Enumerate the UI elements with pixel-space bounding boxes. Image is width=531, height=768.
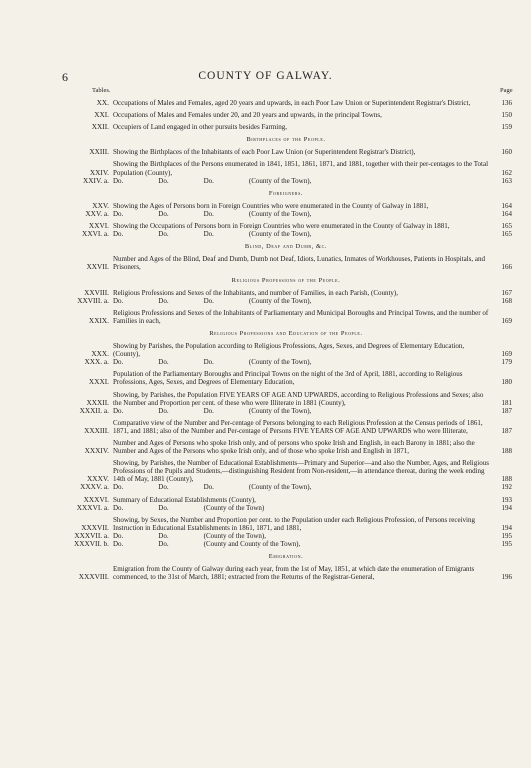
table-number: XXXVI. a. — [76, 502, 109, 512]
page-ref: 168 — [501, 296, 512, 305]
toc-entry — [60, 202, 512, 210]
table-number: XXV. — [92, 200, 109, 210]
page-ref: 181 — [501, 398, 512, 407]
toc-entry — [60, 358, 512, 366]
toc-entry — [60, 540, 512, 548]
page-ref: 169 — [501, 316, 512, 325]
table-number: XXXIII. — [84, 425, 109, 435]
page-ref: 193 — [501, 495, 512, 504]
page-ref: 164 — [501, 209, 512, 218]
page-ref: 136 — [501, 99, 512, 107]
toc-entry — [60, 255, 512, 271]
toc-entry — [60, 123, 512, 131]
table-description: Do. Do. (County of the Town) — [113, 503, 265, 512]
table-number: XXVIII. — [84, 287, 109, 297]
table-number: XXII. — [91, 122, 109, 132]
table-number: XXIX. — [88, 315, 109, 325]
table-number: XXXI. — [88, 377, 109, 387]
table-number: XXVI. — [88, 221, 109, 231]
toc-entry — [60, 222, 512, 230]
table-number: XX. — [96, 98, 109, 107]
page-ref: 164 — [501, 201, 512, 210]
table-description: Do. Do. Do. (County of the Town), — [113, 406, 312, 415]
table-number: XXV. a. — [85, 208, 109, 218]
toc-entry — [60, 483, 512, 491]
toc-entry — [60, 160, 512, 176]
table-number: XXXVIII. — [78, 572, 109, 582]
toc-entry — [60, 148, 512, 156]
table-number: XXXVI. — [83, 494, 109, 504]
table-number: XXVI. a. — [82, 229, 109, 239]
toc-entry — [60, 516, 512, 532]
table-description: Do. Do. Do. (County of the Town), — [113, 296, 312, 305]
page-ref: 165 — [501, 230, 512, 239]
page-ref: 150 — [501, 111, 512, 120]
toc-entry — [60, 309, 512, 325]
column-header-page: Page — [500, 87, 513, 94]
running-title: COUNTY OF GALWAY. — [198, 70, 333, 82]
table-description: Religious Professions and Sexes of the Inhabitants of Parliamentary and Municipal Boroughs and Principal Towns, and the number of Families in each, — [113, 308, 489, 325]
toc-entry — [60, 496, 512, 504]
page-ref: 187 — [501, 426, 512, 435]
toc-entry — [60, 230, 512, 238]
table-number: XXXVII. — [81, 522, 109, 532]
toc-entry — [60, 342, 512, 358]
page-number: 6 — [62, 70, 68, 84]
page-ref: 169 — [501, 350, 512, 359]
table-description: Emigration from the County of Galway during each year, from the 1st of May, 1851, at which date the enumeration of Emigrants commenced, to the 31st of March, 1881; extracted from the Returns of the Registrar-General, — [113, 565, 475, 582]
table-number: XXVII. — [86, 262, 109, 272]
section-heading: Birthplaces of the People. — [246, 136, 326, 144]
page-ref: 159 — [501, 123, 512, 132]
page-ref: 180 — [501, 378, 512, 387]
toc-entry — [60, 297, 512, 305]
toc-entry — [60, 459, 512, 483]
table-description: Do. Do. Do. (County of the Town), — [113, 230, 312, 239]
table-description: Do. Do. (County and County of the Town), — [113, 540, 301, 549]
section-heading: Religious Professions of the People. — [231, 276, 341, 284]
table-description: Occupiers of Land engaged in other pursuits besides Farming, — [113, 123, 287, 132]
toc-entry — [60, 99, 512, 107]
page-ref: 196 — [501, 573, 512, 582]
toc-entry — [60, 370, 512, 386]
page-ref: 165 — [501, 222, 512, 231]
toc-entry — [60, 419, 512, 435]
table-number: XXXV. a. — [80, 482, 109, 492]
section-heading: Foreigners. — [268, 189, 304, 197]
page-ref: 188 — [501, 475, 512, 484]
table-description: Showing by Parishes, the Population according to Religious Professions, Ages, Sexes, and Degrees of Elementary Education, (County), — [113, 342, 465, 359]
table-number: XXVIII. a. — [77, 295, 109, 305]
table-description: Summary of Educational Establishments (County), — [113, 495, 256, 504]
table-number: XXXV. — [87, 474, 109, 484]
toc-entry — [60, 407, 512, 415]
toc-entry — [60, 532, 512, 540]
table-description: Showing the Ages of Persons born in Foreign Countries who were enumerated in the County of Galway in 1881, — [113, 201, 429, 210]
table-number: XXXII. — [86, 397, 109, 407]
section-heading: Blind, Deaf and Dumb, &c. — [244, 243, 328, 251]
page-ref: 188 — [501, 447, 512, 456]
table-description: Do. Do. Do. (County of the Town), — [113, 358, 312, 367]
table-description: Population of the Parliamentary Boroughs and Principal Towns on the night of the 3rd of April, 1881, according to Religious Professions, Ages, Sexes, and Degrees of Elementary Education, — [113, 370, 463, 387]
toc-entry — [60, 565, 512, 581]
table-description: Showing the Birthplaces of the Inhabitants of each Poor Law Union (or Superintendent Registrar's District), — [113, 148, 416, 157]
page-ref: 195 — [501, 540, 512, 549]
table-description: Do. Do. (County of the Town), — [113, 531, 266, 540]
table-description: Occupations of Males and Females under 20, and 20 years and upwards, in the principal Towns, — [113, 111, 382, 120]
table-number: XXIV. — [89, 167, 109, 177]
table-description: Do. Do. Do. (County of the Town), — [113, 209, 312, 218]
table-description: Showing the Birthplaces of the Persons enumerated in 1841, 1851, 1861, 1871, and 1881, together with their per-centages to the Total Population (County), — [113, 160, 489, 177]
table-description: Showing, by Sexes, the Number and Proportion per cent. to the Population under each Religious Profession, of Persons receiving Instruction in Educational Establishments in 1861, 1871, and 1881, — [113, 515, 475, 532]
table-of-contents — [60, 95, 512, 581]
table-description: Do. Do. Do. (County of the Town), — [113, 483, 312, 492]
table-number: XXX. a. — [84, 357, 109, 367]
page-ref: 194 — [501, 523, 512, 532]
page-ref: 162 — [501, 168, 512, 177]
table-number: XXIV. a. — [82, 175, 109, 185]
toc-entry — [60, 504, 512, 512]
section-heading: Religious Professions and Education of the People. — [209, 329, 363, 337]
table-description: Showing the Occupations of Persons born in Foreign Countries who were enumerated in the County of Galway in 1881, — [113, 222, 450, 231]
page-ref: 163 — [501, 176, 512, 185]
table-number: XXXVII. b. — [73, 539, 109, 549]
page-ref: 195 — [501, 531, 512, 540]
section-heading: Emigration. — [268, 553, 304, 561]
table-number: XXX. — [91, 349, 109, 359]
column-header-tables: Tables. — [92, 87, 111, 94]
page-ref: 192 — [501, 483, 512, 492]
toc-entry — [60, 439, 512, 455]
page-ref: 194 — [501, 503, 512, 512]
table-description: Showing, by Parishes, the Number of Educational Establishments—Primary and Superior—and also the Number, Ages, and Religious Professions of the Pupils and Students,—distinguishing Resident from Non-resident,—in attendance thereat, during the week ending 14th of May, 1881 (County), — [113, 459, 489, 484]
toc-entry — [60, 177, 512, 185]
page-ref: 167 — [501, 288, 512, 297]
table-description: Comparative view of the Number and Per-centage of Persons belonging to each Religious Profession at the Census periods of 1861, 1871, and 1881; also of the Number and Per-centage of Persons FIVE YEARS OF AGE AND UPWARDS who were Illiterate, — [113, 418, 483, 435]
table-number: XXIII. — [89, 147, 109, 157]
table-description: Do. Do. Do. (County of the Town), — [113, 176, 312, 185]
table-number: XXXVII. a. — [74, 530, 109, 540]
page-ref: 166 — [501, 263, 512, 272]
table-description: Occupations of Males and Females, aged 20 years and upwards, in each Poor Law Union or Superintendent Registrar's District, — [113, 99, 471, 107]
page-ref: 160 — [501, 148, 512, 157]
toc-entry — [60, 289, 512, 297]
table-number: XXXII. a. — [79, 405, 109, 415]
table-number: XXI. — [94, 110, 109, 120]
table-number: XXXIV. — [84, 446, 109, 456]
page-ref: 187 — [501, 406, 512, 415]
toc-entry — [60, 391, 512, 407]
table-description: Showing, by Parishes, the Population FIVE YEARS OF AGE AND UPWARDS, according to Religious Professions and Sexes; also the Number and Proportion per cent. of these who were Illiterate in 1881 (County), — [113, 390, 484, 407]
page-ref: 179 — [501, 358, 512, 367]
table-description: Religious Professions and Sexes of the Inhabitants, and number of Families, in each Parish, (County), — [113, 288, 399, 297]
table-description: Number and Ages of Persons who spoke Irish only, and of persons who spoke Irish and English, in each Barony in 1881; also the Number and Ages of the Persons who spoke Irish only, and of those who spoke Irish and English in 1871, — [113, 439, 475, 456]
toc-entry — [60, 210, 512, 218]
toc-entry — [60, 111, 512, 119]
table-description: Number and Ages of the Blind, Deaf and Dumb, Dumb not Deaf, Idiots, Lunatics, Inmates of Workhouses, Patients in Hospitals, and Prisoners, — [113, 255, 485, 272]
